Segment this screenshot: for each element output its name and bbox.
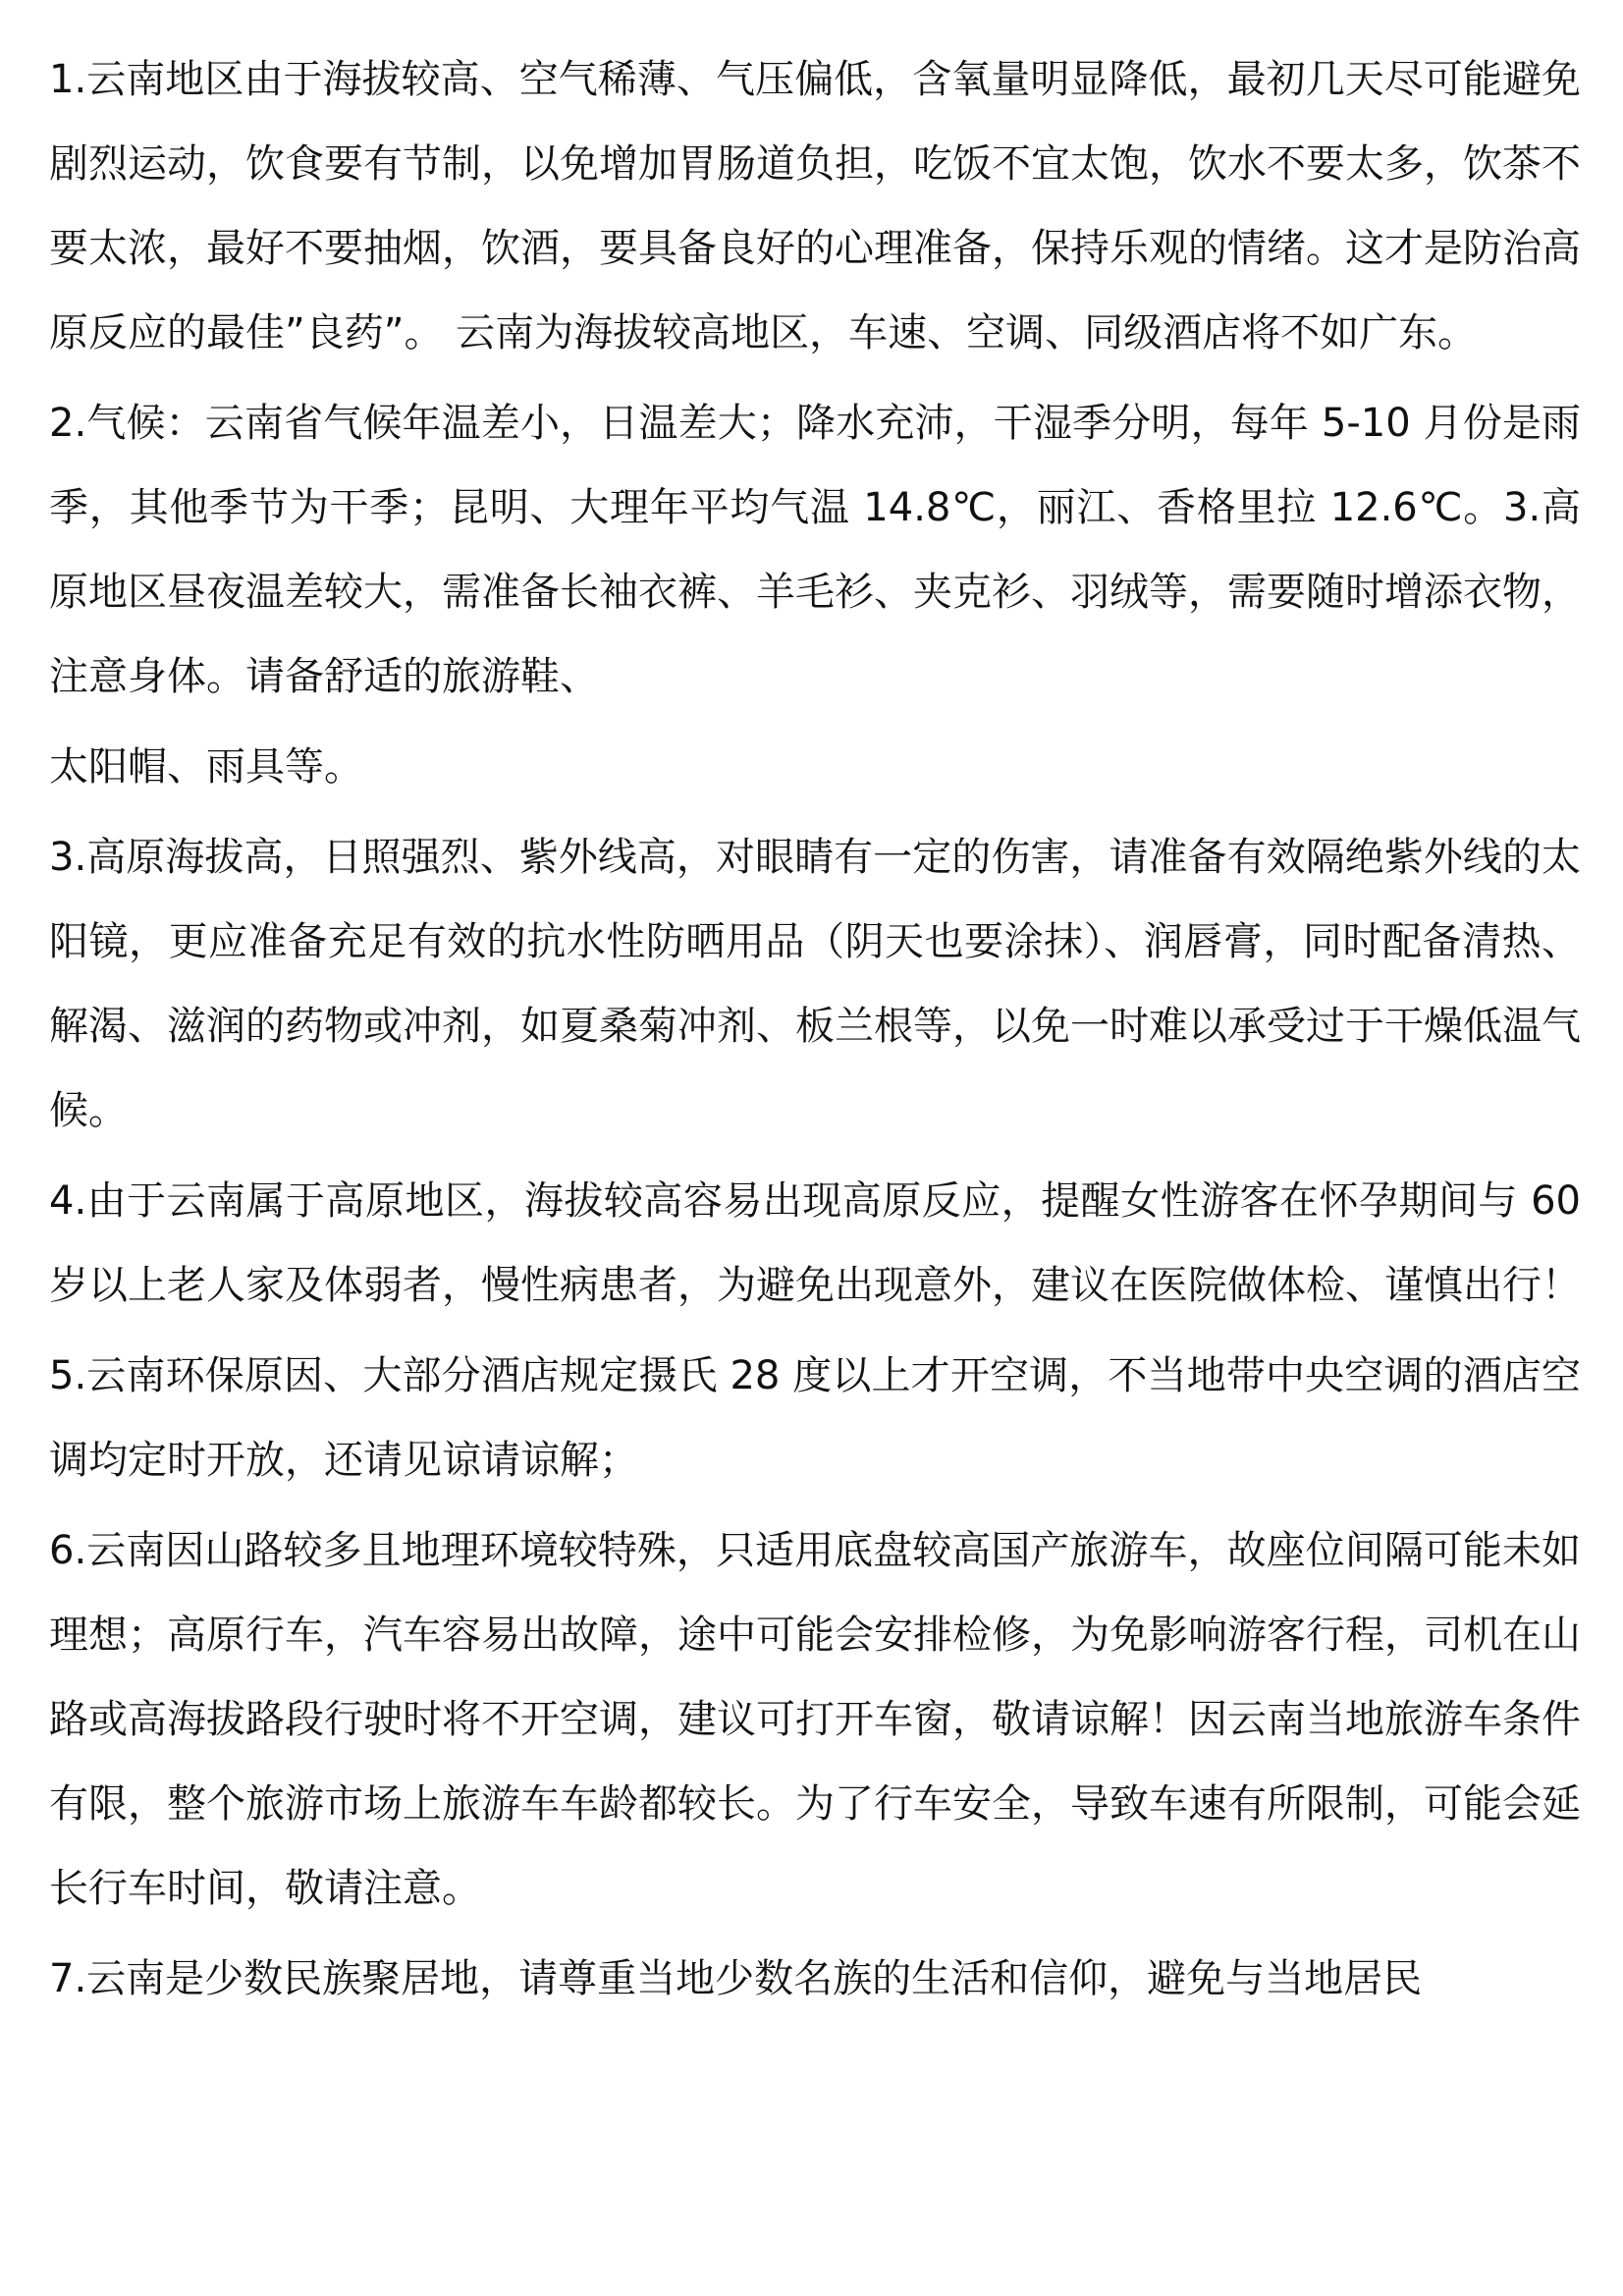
paragraph-climate-continued: 太阳帽、雨具等。 <box>49 744 363 790</box>
paragraph-climate: 2.气候：云南省气候年温差小，日温差大；降水充沛，干湿季分明，每年 5-10 月份是雨季，其他季节为干季；昆明、大理年平均气温 14.8℃，丽江、香格里拉 12.6℃。3.高原地区昼夜温差较大，需准备长袖衣裤、羊毛衫、夹克衫、羽绒等，需要随时增添衣物，注意身体。请备舒适的旅游鞋、 <box>49 401 1581 699</box>
paragraph-sun-protection: 3.高原海拔高，日照强烈、紫外线高，对眼睛有一定的伤害，请准备有效隔绝紫外线的太阳镜，更应准备充足有效的抗水性防晒用品（阴天也要涂抹）、润唇膏，同时配备清热、解渴、滋润的药物或冲剂，如夏桑菊冲剂、板兰根等，以免一时难以承受过于干燥低温气候。 <box>49 835 1581 1133</box>
paragraph-health-warning: 4.由于云南属于高原地区，海拔较高容易出现高原反应，提醒女性游客在怀孕期间与 60 岁以上老人家及体弱者，慢性病患者，为避免出现意外，建议在医院做体检、谨慎出行！ <box>49 1178 1581 1308</box>
document-page <box>49 0 1581 2296</box>
paragraph-ethnic-customs: 7.云南是少数民族聚居地，请尊重当地少数名族的生活和信仰，避免与当地居民 <box>49 1956 1423 2001</box>
paragraph-altitude-advice: 1.云南地区由于海拔较高、空气稀薄、气压偏低，含氧量明显降低，最初几天尽可能避免剧烈运动，饮食要有节制，以免增加胃肠道负担，吃饭不宜太饱，饮水不要太多，饮茶不要太浓，最好不要抽烟，饮酒，要具备良好的心理准备，保持乐观的情绪。这才是防治高原反应的最佳”良药”。 云南为海拔较高地区，车速、空调、同级酒店将不如广东。 <box>49 57 1581 355</box>
paragraph-tour-bus: 6.云南因山路较多且地理环境较特殊，只适用底盘较高国产旅游车，故座位间隔可能未如理想；高原行车，汽车容易出故障，途中可能会安排检修，为免影响游客行程，司机在山路或高海拔路段行驶时将不开空调，建议可打开车窗，敬请谅解！因云南当地旅游车条件有限，整个旅游市场上旅游车车龄都较长。为了行车安全，导致车速有所限制，可能会延长行车时间，敬请注意。 <box>49 1528 1581 1911</box>
paragraph-air-conditioning: 5.云南环保原因、大部分酒店规定摄氏 28 度以上才开空调，不当地带中央空调的酒店空调均定时开放，还请见谅请谅解； <box>49 1353 1581 1483</box>
